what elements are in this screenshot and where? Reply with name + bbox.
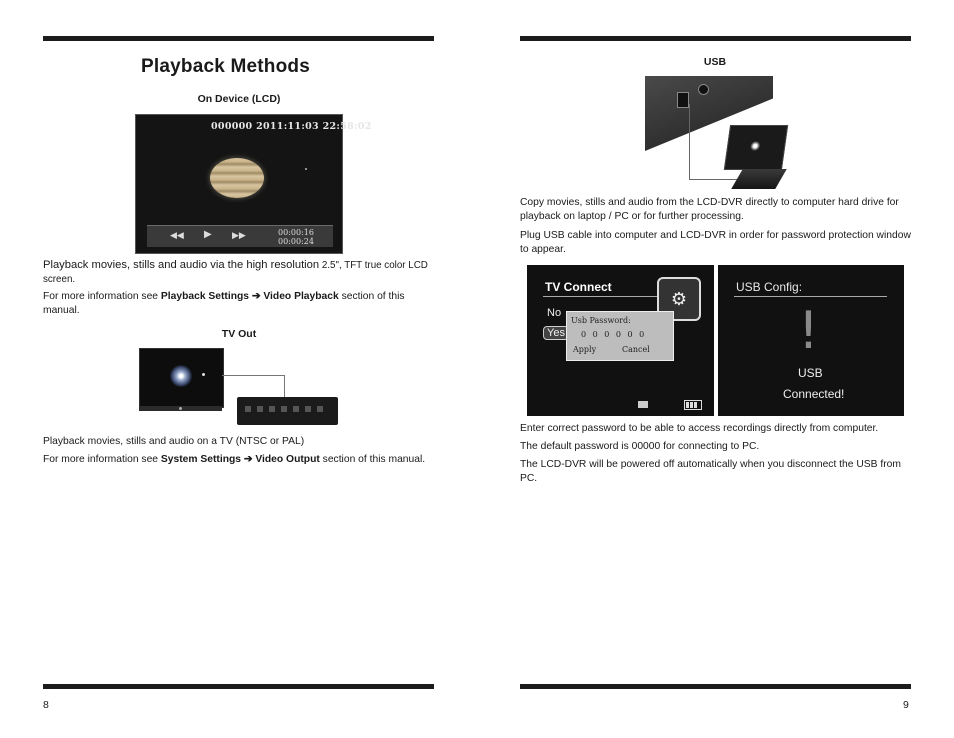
password-digits[interactable]: 0 0 0 0 0 0 — [581, 330, 647, 339]
option-no[interactable]: No — [547, 307, 562, 319]
cable-horizontal — [222, 375, 284, 376]
star-dot — [202, 373, 205, 376]
cable-vertical — [284, 375, 285, 397]
page-number-left: 8 — [43, 699, 49, 711]
usb-password-dialog — [566, 311, 674, 361]
rewind-icon[interactable]: ◀◀ — [170, 230, 184, 240]
usb-label: USB — [798, 366, 823, 380]
title-underline — [543, 296, 661, 297]
usb-config-title: USB Config: — [736, 280, 803, 294]
page-number-right: 9 — [903, 699, 909, 711]
card-icon — [638, 401, 648, 408]
jupiter-image — [210, 158, 264, 198]
time-elapsed: 00:00:16 — [278, 228, 314, 237]
usb-config-screen — [718, 265, 904, 416]
usb-status: Connected! — [783, 387, 845, 401]
fast-forward-icon[interactable]: ▶▶ — [232, 230, 246, 240]
lcd-more-info-pre: For more information see — [43, 291, 161, 302]
battery-fill — [686, 402, 698, 408]
usb-illustration — [645, 76, 785, 192]
top-rule-right — [520, 36, 911, 41]
lcd-timestamp: 000000 2011:11:03 22:58:02 — [211, 121, 372, 132]
tv-connect-title: TV Connect — [545, 280, 612, 294]
tv-more-info-pre: For more information see — [43, 454, 161, 465]
usb-title-underline — [734, 296, 887, 297]
lcd-caption: On Device (LCD) — [197, 93, 281, 105]
tv-more-info-link: System Settings ➔ Video Output — [160, 454, 320, 465]
galaxy-image — [169, 365, 193, 387]
battery-icon — [684, 400, 702, 410]
tv-more-info — [43, 453, 435, 467]
usb-para-plug: Plug USB cable into computer and LCD-DVR in order for password protection window to appear. — [520, 230, 911, 255]
usb-caption: USB — [703, 56, 727, 68]
lcd-more-info — [43, 290, 435, 317]
dvr-port-strip — [245, 406, 329, 412]
usb-port — [677, 92, 689, 108]
option-yes[interactable]: Yes — [543, 326, 569, 340]
play-icon[interactable]: ▶ — [204, 229, 212, 240]
moon-dot — [305, 168, 307, 170]
dvr-unit-image — [237, 397, 338, 425]
tv-more-info-post: section of this manual. — [319, 454, 426, 465]
wrench-gear-icon: ⚙ — [657, 277, 701, 321]
television-image — [139, 348, 224, 408]
tv-out-caption: TV Out — [221, 328, 257, 340]
apply-button[interactable]: Apply — [573, 345, 597, 354]
usb-para-poweroff: The LCD-DVR will be powered off automatically when you disconnect the USB from PC. — [520, 459, 901, 484]
time-total: 00:00:24 — [278, 237, 314, 246]
tv-out-illustration — [139, 348, 339, 426]
bottom-rule-left — [43, 684, 434, 689]
lcd-description-small: 2.5", TFT true color LCD screen. — [43, 260, 428, 285]
laptop-base — [731, 169, 787, 189]
top-rule-left — [43, 36, 434, 41]
bottom-rule-right — [520, 684, 911, 689]
lcd-more-info-link: Playback Settings ➔ Video Playback — [160, 291, 339, 302]
usb-para-copy: Copy movies, stills and audio from the LCD-DVR directly to computer hard drive for playback on laptop / PC or for further processing. — [520, 197, 899, 222]
usb-para-enter: Enter correct password to be able to access recordings directly from computer. — [520, 423, 879, 434]
page-title: Playback Methods — [141, 56, 310, 77]
cancel-button[interactable]: Cancel — [622, 345, 650, 354]
tv-connect-screen — [527, 265, 714, 416]
password-label: Usb Password: — [571, 316, 631, 325]
av-port — [698, 84, 709, 95]
lcd-more-info-post: section of this manual. — [43, 291, 405, 316]
exclamation-icon: ! — [798, 301, 819, 361]
laptop-screen-star — [750, 141, 761, 151]
tv-out-description: Playback movies, stills and audio on a TV (NTSC or PAL) — [43, 436, 305, 447]
usb-para-default: The default password is 00000 for connecting to PC. — [520, 441, 760, 452]
usb-cable-vertical — [689, 104, 690, 179]
laptop-image — [724, 125, 788, 170]
lcd-playback-image — [135, 114, 372, 254]
tv-power-dot — [179, 407, 182, 410]
lcd-description-main: Playback movies, stills and audio via the high resolution — [43, 259, 320, 271]
lcd-description — [43, 259, 435, 286]
lcd-control-bar — [147, 225, 333, 247]
usb-cable-horizontal — [689, 179, 737, 180]
